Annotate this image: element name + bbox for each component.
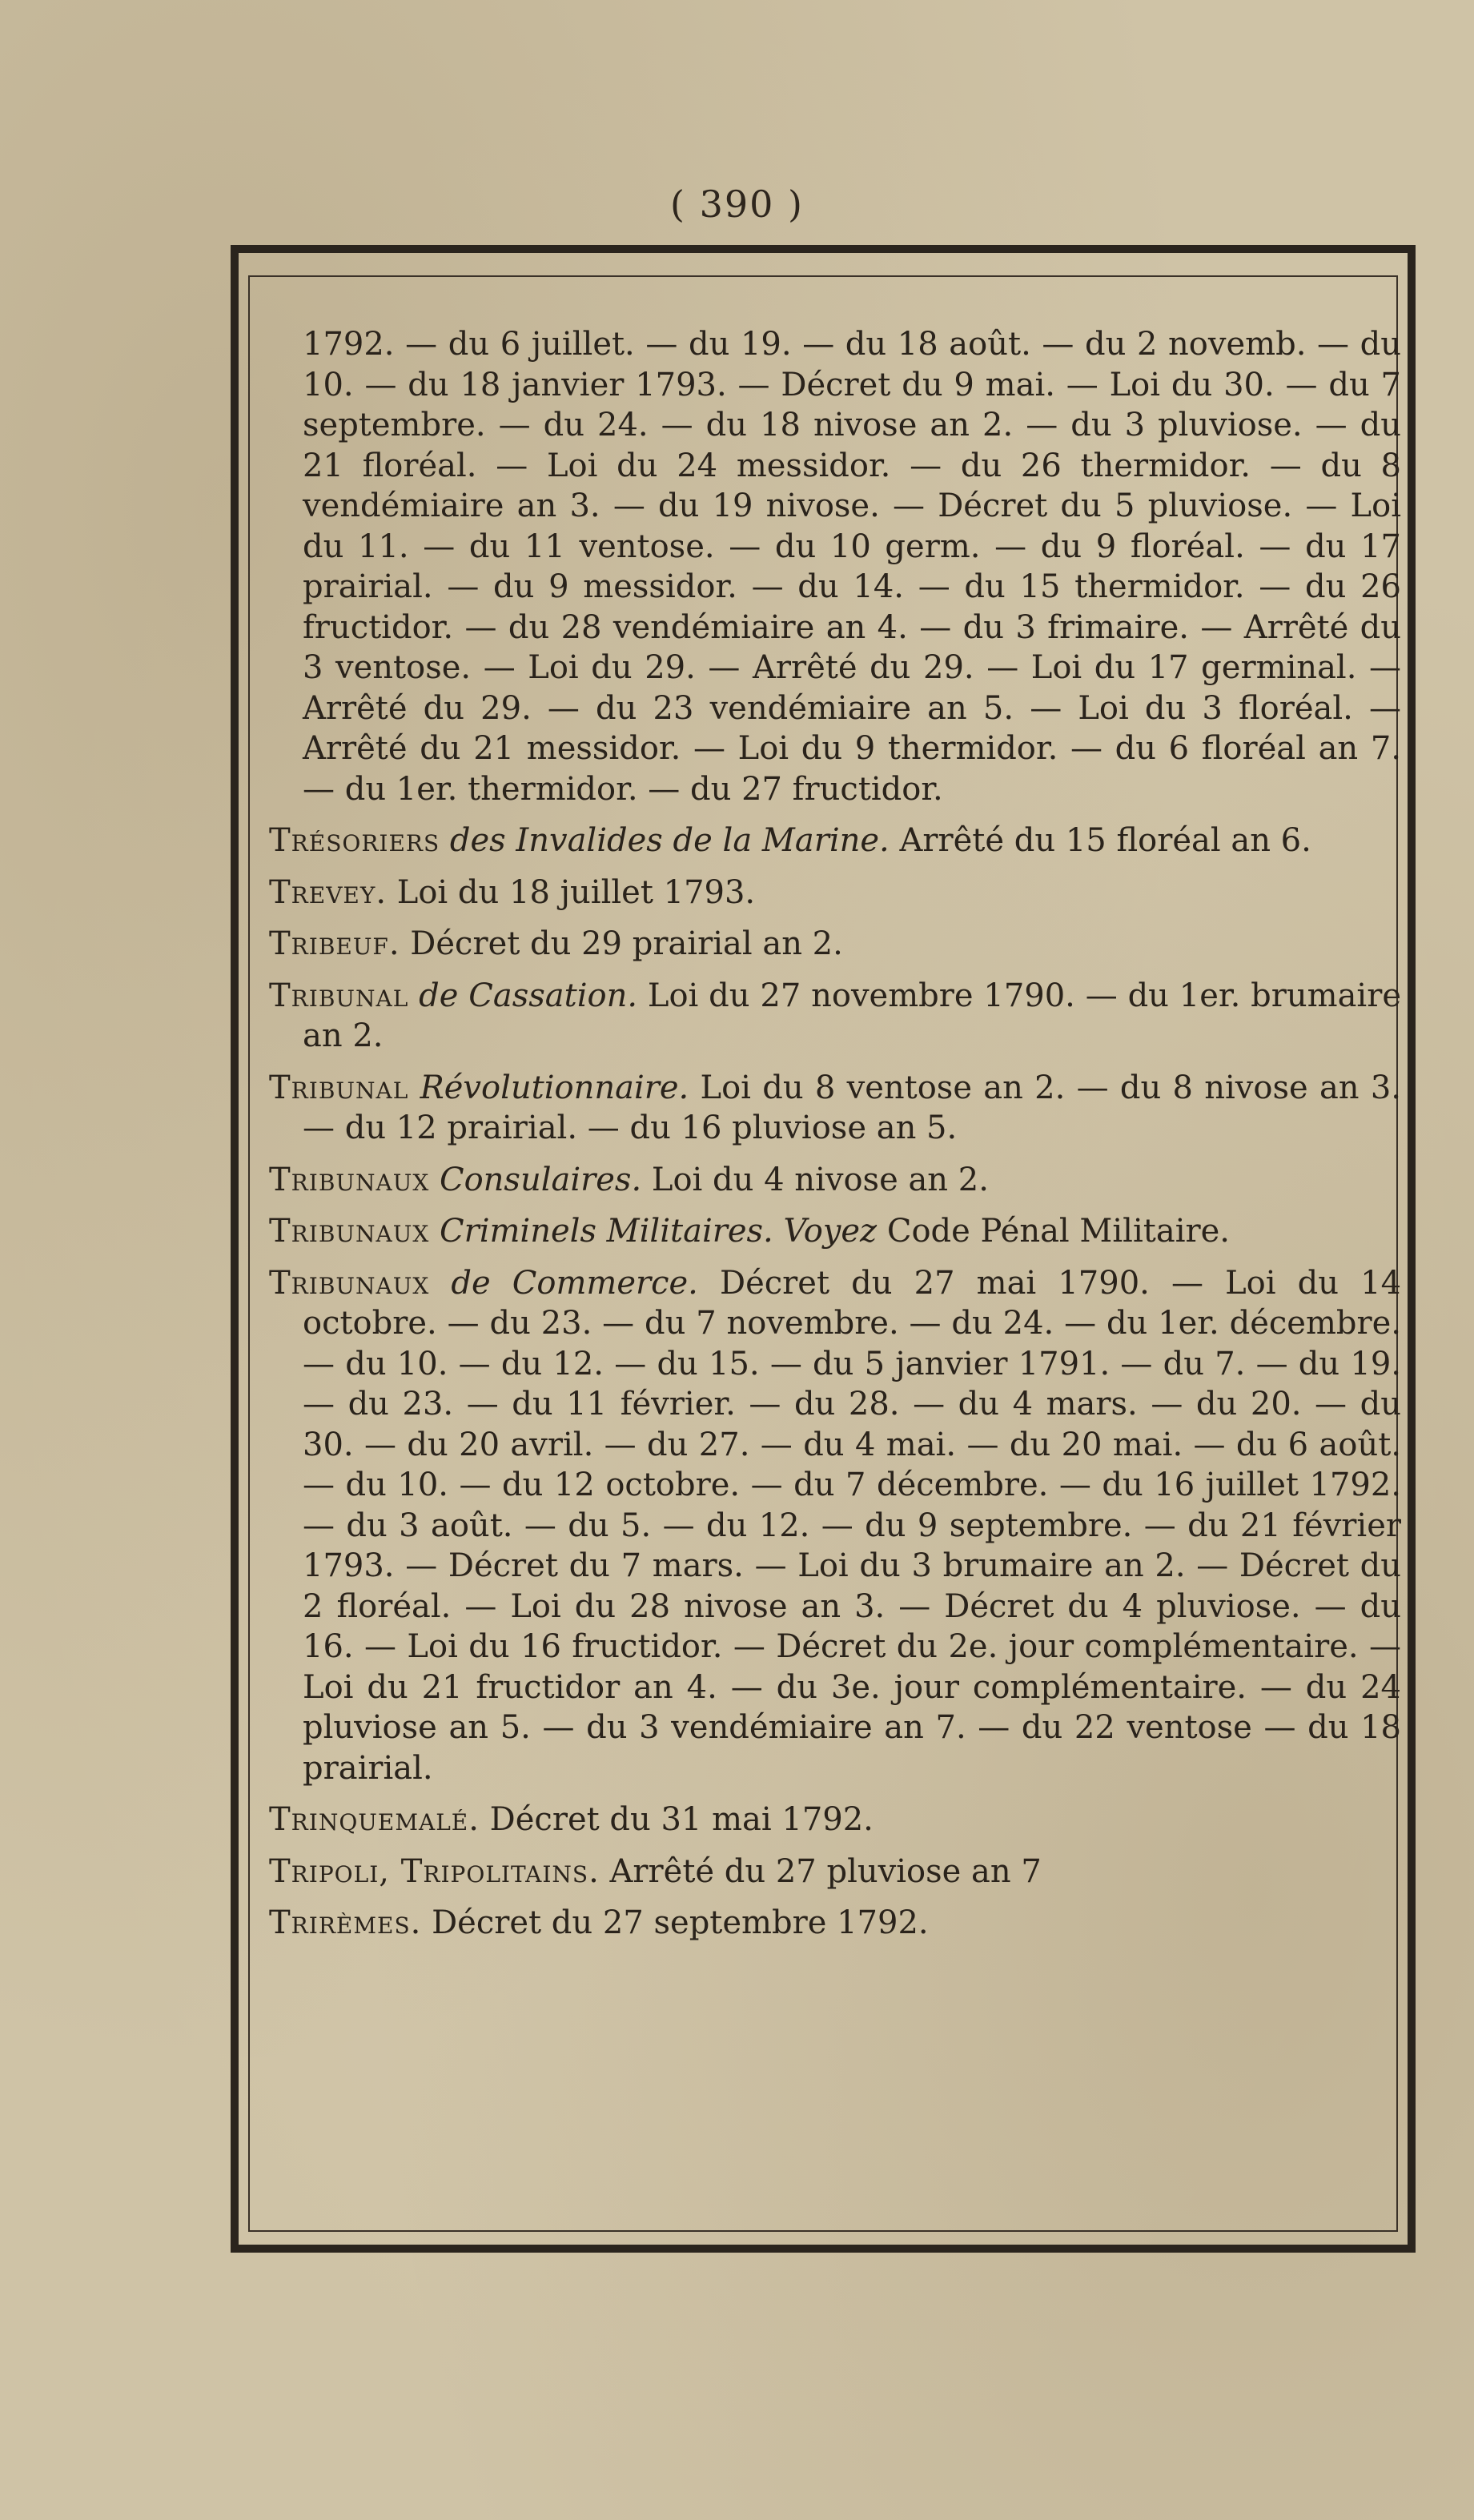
entry-heading: Trirèmes. <box>269 1904 422 1941</box>
page-number: ( 390 ) <box>670 183 804 226</box>
entry-heading: Tribunal <box>269 977 409 1014</box>
entry-qualifier: de Commerce. <box>451 1264 698 1302</box>
entry-text: Arrêté du 27 pluviose an 7 <box>609 1852 1042 1890</box>
index-entry <box>269 873 1401 913</box>
entry-text: Code Pénal Militaire. <box>886 1213 1230 1250</box>
entry-heading: Tribunaux <box>269 1213 430 1250</box>
entry-text: Loi du 18 juillet 1793. <box>396 873 756 911</box>
entry-text: Loi du 27 novembre 1790. — du 1er. brumaire an 2. <box>303 977 1402 1054</box>
entry-text: Décret du 27 septembre 1792. <box>432 1904 929 1941</box>
index-entry <box>269 1160 1401 1201</box>
entry-text: Arrêté du 15 floréal an 6. <box>899 822 1311 859</box>
entry-heading: Tribunal <box>269 1069 409 1106</box>
entry-qualifier: des Invalides de la Marine. <box>449 822 890 859</box>
entry-heading: Trésoriers <box>269 822 440 859</box>
entry-qualifier: Criminels Militaires. Voyez <box>439 1213 878 1250</box>
entry-qualifier: Révolutionnaire. <box>420 1069 689 1106</box>
continued-entry-text: 1792. — du 6 juillet. — du 19. — du 18 août. — du 2 novemb. — du 10. — du 18 janvier 1793. — Décret du 9 mai. — Loi du 30. — du 7 septembre. — du 24. — du 18 nivose an 2. — du 3 pluviose. — du 21 floréal. — Loi du 24 messidor. — du 26 thermidor. — du 8 vendémiaire an 3. — du 19 nivose. — Décret du 5 pluviose. — Loi du 11. — du 11 ventose. — du 10 germ. — du 9 floréal. — du 17 prairial. — du 9 messidor. — du 14. — du 15 thermidor. — du 26 fructidor. — du 28 vendémiaire an 4. — du 3 frimaire. — Arrêté du 3 ventose. — Loi du 29. — Arrêté du 29. — Loi du 17 germinal. — Arrêté du 29. — du 23 vendémiaire an 5. — Loi du 3 floréal. — Arrêté du 21 messidor. — Loi du 9 thermidor. — du 6 floréal an 7. — du 1er. thermidor. — du 27 fructidor. <box>303 326 1401 808</box>
entry-heading: Tripoli, Tripolitains. <box>269 1852 600 1890</box>
entry-heading: Tribunaux <box>269 1264 430 1302</box>
entry-text: Décret du 31 mai 1792. <box>489 1801 874 1838</box>
index-entry <box>269 1068 1401 1149</box>
index-entry <box>269 1211 1401 1252</box>
index-entry <box>269 1852 1401 1892</box>
index-content <box>269 324 1401 1955</box>
entry-qualifier: de Cassation. <box>419 977 638 1014</box>
index-entry <box>269 821 1401 861</box>
index-entry <box>269 976 1401 1057</box>
index-entry <box>269 1903 1401 1944</box>
entry-heading: Tribeuf. <box>269 925 400 962</box>
entry-heading: Trinquemalé. <box>269 1801 480 1838</box>
index-entry <box>269 1263 1401 1789</box>
entry-text: Décret du 27 mai 1790. — Loi du 14 octobre. — du 23. — du 7 novembre. — du 24. — du 1er. décembre. — du 10. — du 12. — du 15. — du 5 janvier 1791. — du 7. — du 19. — du 23. — du 11 février. — du 28. — du 4 mars. — du 20. — du 30. — du 20 avril. — du 27. — du 4 mai. — du 20 mai. — du 6 août. — du 10. — du 12 octobre. — du 7 décembre. — du 16 juillet 1792. — du 3 août. — du 5. — du 12. — du 9 septembre. — du 21 février 1793. — Décret du 7 mars. — Loi du 3 brumaire an 2. — Décret du 2 floréal. — Loi du 28 nivose an 3. — Décret du 4 pluviose. — du 16. — Loi du 16 fructidor. — Décret du 2e. jour complémentaire. — Loi du 21 fructidor an 4. — du 3e. jour complémentaire. — du 24 pluviose an 5. — du 3 vendémiaire an 7. — du 22 ventose — du 18 prairial. <box>303 1264 1402 1787</box>
index-entry <box>269 1800 1401 1840</box>
entry-text: Décret du 29 prairial an 2. <box>410 925 843 962</box>
entry-qualifier: Consulaires. <box>439 1161 642 1198</box>
entry-heading: Tribunaux <box>269 1161 430 1198</box>
entry-heading: Trevey. <box>269 873 388 911</box>
index-entry <box>269 924 1401 965</box>
entry-text: Loi du 4 nivose an 2. <box>651 1161 989 1198</box>
entry-text: Loi du 8 ventose an 2. — du 8 nivose an 3. — du 12 prairial. — du 16 pluviose an 5. <box>303 1069 1401 1146</box>
